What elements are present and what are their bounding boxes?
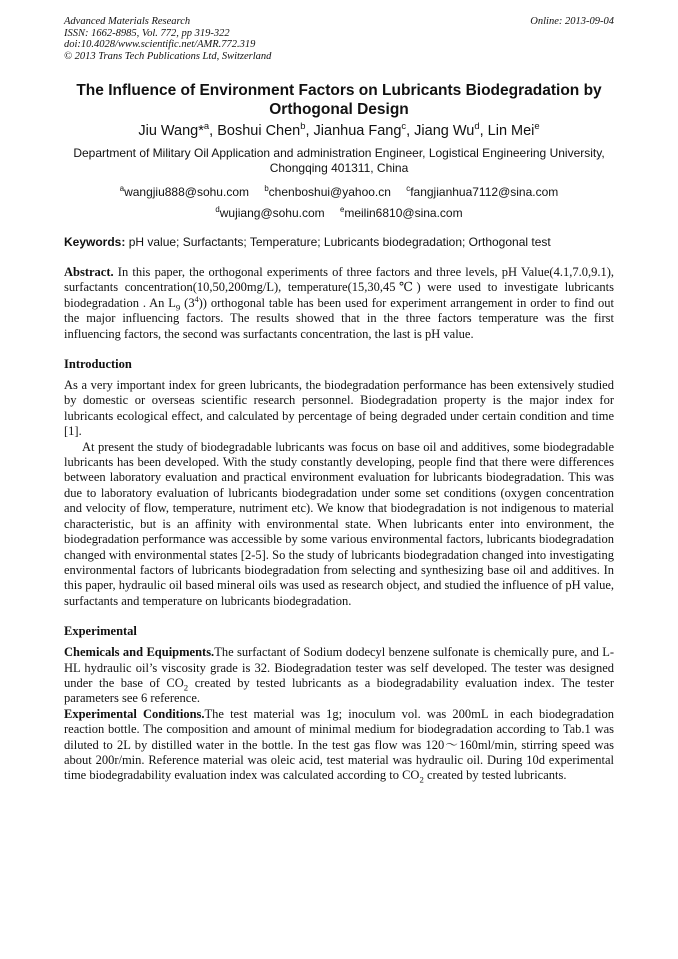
author: Jiang Wu$^d$,: [414, 120, 488, 139]
paragraph: As a very important index for green lubricants, the biodegradation performance has been extensively studied by domestic or overseas scientific research personnel. Biodegradation property is the major index for lubricants ecological effect, and calculated by percentage of being degraded under certain condition and time [1].: [64, 378, 614, 439]
issn-line: ISSN: 1662-8985, Vol. 772, pp 319-322: [64, 27, 230, 39]
abstract-label: Abstract.: [64, 265, 114, 279]
email-row: [64, 184, 614, 200]
section-heading-experimental: Experimental: [64, 624, 137, 639]
run-in-heading: Chemicals and Equipments.: [64, 645, 215, 660]
author: Jiu Wang*$^a$,: [138, 120, 218, 139]
email-address[interactable]: $^b$chenboshui@yahoo.cn: [264, 184, 391, 199]
email-address[interactable]: $^a$wangjiu888@sohu.com: [119, 184, 249, 199]
online-date: Online: 2013-09-04: [530, 16, 614, 27]
email-row: [64, 205, 614, 221]
email-address[interactable]: $^c$fangjianhua7112@sina.com: [406, 184, 559, 199]
abstract: Abstract. In this paper, the orthogonal experiments of three factors and three levels, pH Value(4.1,7.0,9.1), surfactants concentration(10,50,200mg/L), temperature(15,30,45℃) were used to investigate lubricants biodegradation . An $L_9$ $(3^4)$) orthogonal table has been used for experiment arrangement in order to find out the major influencing factors. The results showed that in the three factors temperature was the first influencing factors, the second was surfactants concentration, the last is pH value.: [64, 265, 614, 341]
author: Lin Mei$^e$: [487, 120, 540, 139]
doi-line: doi:10.4028/www.scientific.net/AMR.772.319: [64, 39, 256, 50]
affiliation: Department of Military Oil Application and administration Engineer, Logistical Engineering University, Chongqing 401311, China: [73, 146, 605, 175]
copyright-line: © 2013 Trans Tech Publications Ltd, Switzerland: [64, 50, 272, 62]
author: Boshui Chen$^b$,: [217, 120, 314, 139]
email-address[interactable]: $^e$meilin6810@sina.com: [340, 205, 463, 220]
run-in-heading: Experimental Conditions.: [64, 706, 205, 721]
running-header: [64, 16, 614, 62]
keywords: [64, 235, 614, 250]
journal-info: [64, 16, 271, 62]
author-list: [64, 122, 614, 141]
keywords-label: Keywords:: [64, 235, 126, 249]
journal-name: Advanced Materials Research: [64, 16, 191, 27]
paragraph: At present the study of biodegradable lubricants was focus on base oil and additives, some biodegradable lubricants has been developed. With the study constantly developing, people find that there were differences between laboratory evaluation and practical environment evaluation for lubricants biodegradation. This was due to laboratory evaluation of lubricants biodegradation under some set conditions (oxygen concentration and velocity of flow, temperature, nutriment etc). We know that biodegradation is not indigenous to material characteristic, but is an affinity with environmental state. When lubricants enter into environment, the biodegradation performance was accessible by some various environmental factors, lubricants biodegradation changed with environmental states [2-5]. So the study of lubricants biodegradation changed into investigating environmental factors of lubricants biodegradation from selecting and synthesizing base oil and additives. In this paper, hydraulic oil based mineral oils was used as research object, and studied the influence of pH value, surfactants and temperature on lubricants biodegradation.: [64, 439, 614, 608]
paragraph-conditions: Experimental Conditions.The test material was 1g; inoculum vol. was 200mL in each biodegradation reaction bottle. The composition and amount of minimal medium for biodegradation according to Tab.1 was diluted to 2L by distilled water in the bottle. In the test gas flow was 120～160ml/min, stirring speed was about 200r/min. Reference material was oleic acid, test material was hydraulic oil. During 10d experimental time biodegradability evaluation index was calculated according to $CO_2$ created by tested lubricants.: [64, 706, 614, 785]
paper-title: The Influence of Environment Factors on Lubricants Biodegradation by Orthogonal Design: [76, 82, 602, 118]
author: Jianhua Fang$^c$,: [313, 120, 415, 139]
keywords-text: pH value; Surfactants; Temperature; Lubricants biodegradation; Orthogonal test: [125, 235, 551, 249]
paragraph-chemicals: Chemicals and Equipments.The surfactant of Sodium dodecyl benzene sulfonate is chemically pure, and L-HL hydraulic oil’s viscosity grade is 32. Biodegradation tester was self developed. The tester was designed under the base of $CO_2$ created by tested lubricants as a biodegradability evaluation index. The tester parameters see 6 reference.: [64, 645, 614, 706]
section-heading-introduction: Introduction: [64, 357, 132, 372]
email-address[interactable]: $^d$wujiang@sohu.com: [215, 205, 325, 220]
